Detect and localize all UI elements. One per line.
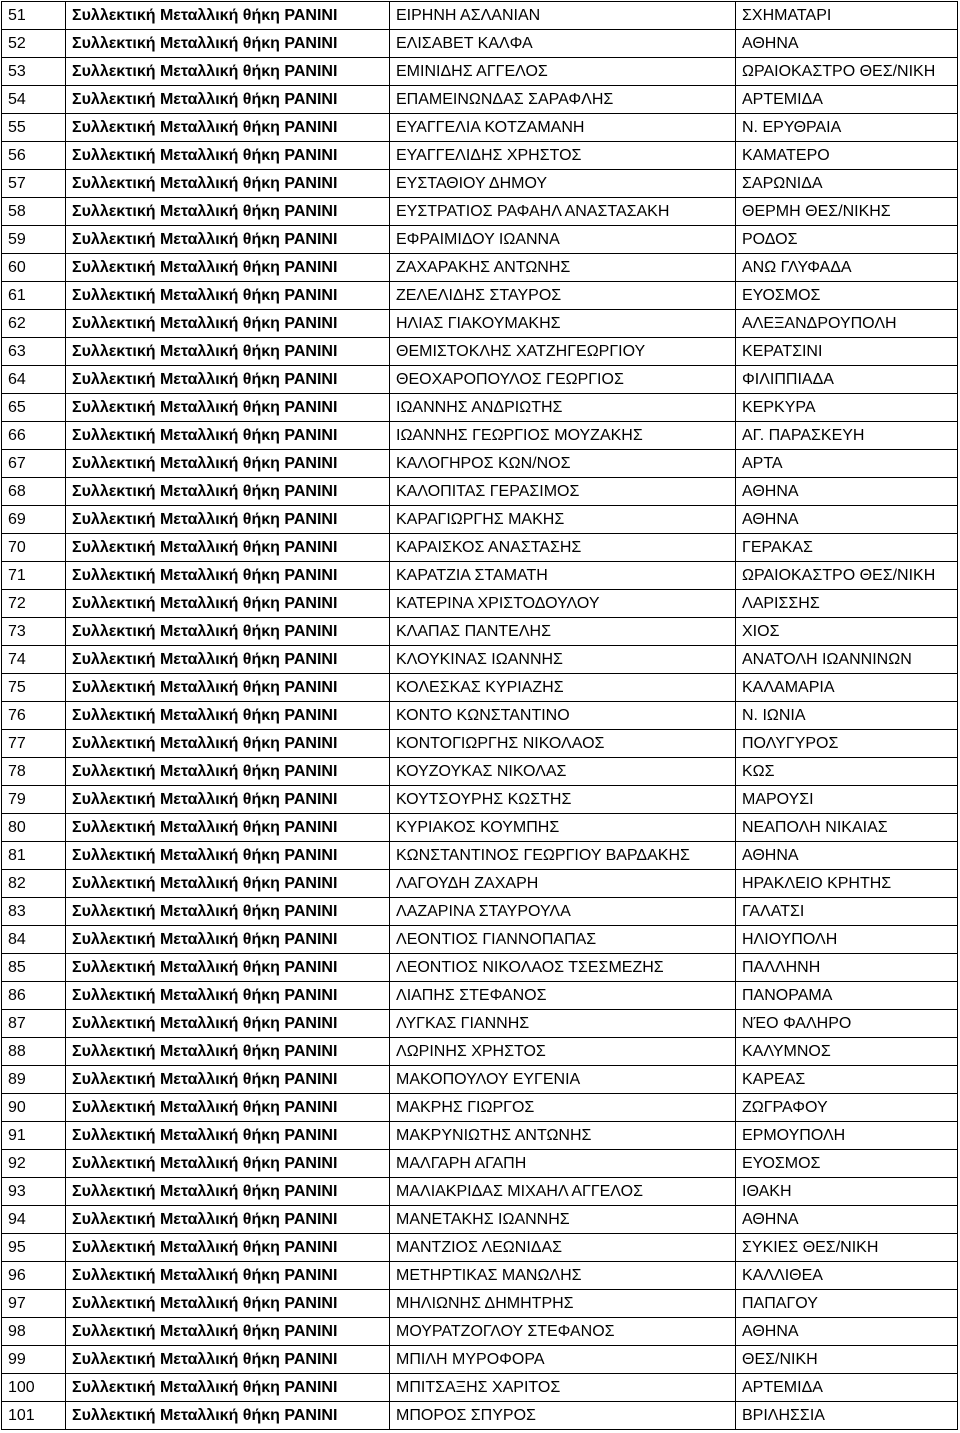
row-number: 69 — [2, 506, 66, 534]
row-number: 99 — [2, 1346, 66, 1374]
winner-name: ΕΥΑΓΓΕΛΙΔΗΣ ΧΡΗΣΤΟΣ — [390, 142, 736, 170]
winner-city: ΗΡΑΚΛΕΙΟ ΚΡΗΤΗΣ — [736, 870, 958, 898]
winner-city: ΧΙΟΣ — [736, 618, 958, 646]
row-number: 78 — [2, 758, 66, 786]
row-number: 66 — [2, 422, 66, 450]
row-number: 76 — [2, 702, 66, 730]
winner-city: ΠΑΠΑΓΟΥ — [736, 1290, 958, 1318]
table-row — [2, 1318, 958, 1346]
row-number: 98 — [2, 1318, 66, 1346]
row-number: 64 — [2, 366, 66, 394]
prize-cell: Συλλεκτική Μεταλλική θήκη PANINI — [66, 730, 390, 758]
table-row — [2, 674, 958, 702]
prize-cell: Συλλεκτική Μεταλλική θήκη PANINI — [66, 1038, 390, 1066]
prize-cell: Συλλεκτική Μεταλλική θήκη PANINI — [66, 86, 390, 114]
winner-city: ΚΕΡΚΥΡΑ — [736, 394, 958, 422]
table-row — [2, 2, 958, 30]
winner-name: ΛΥΓΚΑΣ ΓΙΑΝΝΗΣ — [390, 1010, 736, 1038]
winner-name: ΚΟΥΤΣΟΥΡΗΣ ΚΩΣΤΗΣ — [390, 786, 736, 814]
row-number: 51 — [2, 2, 66, 30]
prize-cell: Συλλεκτική Μεταλλική θήκη PANINI — [66, 114, 390, 142]
row-number: 54 — [2, 86, 66, 114]
winner-city: ΜΑΡΟΥΣΙ — [736, 786, 958, 814]
row-number: 101 — [2, 1402, 66, 1430]
winner-name: ΕΥΣΤΑΘΙΟΥ ΔΗΜΟΥ — [390, 170, 736, 198]
prize-cell: Συλλεκτική Μεταλλική θήκη PANINI — [66, 506, 390, 534]
row-number: 62 — [2, 310, 66, 338]
winner-city: Ν. ΕΡΥΘΡΑΙΑ — [736, 114, 958, 142]
winners-table-body — [2, 2, 958, 1430]
row-number: 81 — [2, 842, 66, 870]
winner-city: ΚΑΛΥΜΝΟΣ — [736, 1038, 958, 1066]
row-number: 63 — [2, 338, 66, 366]
winner-city: ΚΩΣ — [736, 758, 958, 786]
table-row — [2, 534, 958, 562]
winner-city: ΦΙΛΙΠΠΙΑΔΑ — [736, 366, 958, 394]
row-number: 80 — [2, 814, 66, 842]
table-row — [2, 758, 958, 786]
table-row — [2, 338, 958, 366]
row-number: 74 — [2, 646, 66, 674]
winner-city: ΚΕΡΑΤΣΙΝΙ — [736, 338, 958, 366]
prize-cell: Συλλεκτική Μεταλλική θήκη PANINI — [66, 758, 390, 786]
table-row — [2, 254, 958, 282]
table-row — [2, 730, 958, 758]
table-row — [2, 1010, 958, 1038]
winner-name: ΚΑΤΕΡΙΝΑ ΧΡΙΣΤΟΔΟΥΛΟΥ — [390, 590, 736, 618]
winner-name: ΜΟΥΡΑΤΖΟΓΛΟΥ ΣΤΕΦΑΝΟΣ — [390, 1318, 736, 1346]
winner-city: ΑΘΗΝΑ — [736, 30, 958, 58]
prize-cell: Συλλεκτική Μεταλλική θήκη PANINI — [66, 590, 390, 618]
winner-city: ΠΑΝΟΡΑΜΑ — [736, 982, 958, 1010]
winner-name: ΜΠΙΤΣΑΞΗΣ ΧΑΡΙΤΟΣ — [390, 1374, 736, 1402]
prize-cell: Συλλεκτική Μεταλλική θήκη PANINI — [66, 170, 390, 198]
winner-name: ΜΕΤΗΡΤΙΚΑΣ ΜΑΝΩΛΗΣ — [390, 1262, 736, 1290]
prize-cell: Συλλεκτική Μεταλλική θήκη PANINI — [66, 1206, 390, 1234]
prize-cell: Συλλεκτική Μεταλλική θήκη PANINI — [66, 1262, 390, 1290]
table-row — [2, 394, 958, 422]
winner-city: ΑΘΗΝΑ — [736, 842, 958, 870]
winner-city: ΑΡΤΕΜΙΔΑ — [736, 1374, 958, 1402]
winner-city: ΛΑΡΙΣΣΗΣ — [736, 590, 958, 618]
winner-name: ΛΕΟΝΤΙΟΣ ΝΙΚΟΛΑΟΣ ΤΣΕΣΜΕΖΗΣ — [390, 954, 736, 982]
winner-name: ΕΥΑΓΓΕΛΙΑ ΚΟΤΖΑΜΑΝΗ — [390, 114, 736, 142]
winner-city: ΑΘΗΝΑ — [736, 478, 958, 506]
winner-name: ΕΜΙΝΙΔΗΣ ΑΓΓΕΛΟΣ — [390, 58, 736, 86]
table-row — [2, 618, 958, 646]
winner-name: ΕΥΣΤΡΑΤΙΟΣ ΡΑΦΑΗΛ ΑΝΑΣΤΑΣΑΚΗ — [390, 198, 736, 226]
table-row — [2, 1346, 958, 1374]
winner-city: ΖΩΓΡΑΦΟΥ — [736, 1094, 958, 1122]
prize-cell: Συλλεκτική Μεταλλική θήκη PANINI — [66, 786, 390, 814]
row-number: 73 — [2, 618, 66, 646]
row-number: 59 — [2, 226, 66, 254]
table-row — [2, 170, 958, 198]
winner-city: ΕΡΜΟΥΠΟΛΗ — [736, 1122, 958, 1150]
row-number: 92 — [2, 1150, 66, 1178]
table-row — [2, 114, 958, 142]
table-row — [2, 1038, 958, 1066]
table-row — [2, 1206, 958, 1234]
winner-city: ΓΕΡΑΚΑΣ — [736, 534, 958, 562]
prize-cell: Συλλεκτική Μεταλλική θήκη PANINI — [66, 366, 390, 394]
winner-name: ΚΟΝΤΟ ΚΩΝΣΤΑΝΤΙΝΟ — [390, 702, 736, 730]
table-row — [2, 562, 958, 590]
table-row — [2, 786, 958, 814]
table-row — [2, 58, 958, 86]
winner-name: ΚΑΡΑΤΖΙΑ ΣΤΑΜΑΤΗ — [390, 562, 736, 590]
prize-cell: Συλλεκτική Μεταλλική θήκη PANINI — [66, 1374, 390, 1402]
table-row — [2, 226, 958, 254]
prize-cell: Συλλεκτική Μεταλλική θήκη PANINI — [66, 1318, 390, 1346]
winner-name: ΖΕΛΕΛΙΔΗΣ ΣΤΑΥΡΟΣ — [390, 282, 736, 310]
table-row — [2, 1402, 958, 1430]
table-row — [2, 1122, 958, 1150]
table-row — [2, 450, 958, 478]
row-number: 86 — [2, 982, 66, 1010]
winner-city: ΑΛΕΞΑΝΔΡΟΥΠΟΛΗ — [736, 310, 958, 338]
winner-city: ΑΡΤΑ — [736, 450, 958, 478]
prize-cell: Συλλεκτική Μεταλλική θήκη PANINI — [66, 1010, 390, 1038]
winner-name: ΖΑΧΑΡΑΚΗΣ ΑΝΤΩΝΗΣ — [390, 254, 736, 282]
row-number: 67 — [2, 450, 66, 478]
winner-city: ΩΡΑΙΟΚΑΣΤΡΟ ΘΕΣ/ΝΙΚΗ — [736, 58, 958, 86]
winner-name: ΜΑΛΓΑΡΗ ΑΓΑΠΗ — [390, 1150, 736, 1178]
winner-city: ΩΡΑΙΟΚΑΣΤΡΟ ΘΕΣ/ΝΙΚΗ — [736, 562, 958, 590]
winner-city: ΚΑΛΑΜΑΡΙΑ — [736, 674, 958, 702]
prize-cell: Συλλεκτική Μεταλλική θήκη PANINI — [66, 282, 390, 310]
winner-city: ΚΑΜΑΤΕΡΟ — [736, 142, 958, 170]
row-number: 79 — [2, 786, 66, 814]
row-number: 95 — [2, 1234, 66, 1262]
row-number: 75 — [2, 674, 66, 702]
winner-name: ΕΦΡΑΙΜΙΔΟΥ ΙΩΑΝΝΑ — [390, 226, 736, 254]
row-number: 72 — [2, 590, 66, 618]
table-row — [2, 702, 958, 730]
prize-cell: Συλλεκτική Μεταλλική θήκη PANINI — [66, 1094, 390, 1122]
row-number: 82 — [2, 870, 66, 898]
prize-cell: Συλλεκτική Μεταλλική θήκη PANINI — [66, 254, 390, 282]
winner-city: ΑΝΑΤΟΛΗ ΙΩΑΝΝΙΝΩΝ — [736, 646, 958, 674]
table-row — [2, 814, 958, 842]
winner-city: ΘΕΣ/ΝΙΚΗ — [736, 1346, 958, 1374]
winner-city: ΚΑΡΕΑΣ — [736, 1066, 958, 1094]
table-row — [2, 86, 958, 114]
winner-name: ΕΠΑΜΕΙΝΩΝΔΑΣ ΣΑΡΑΦΛΗΣ — [390, 86, 736, 114]
row-number: 60 — [2, 254, 66, 282]
prize-cell: Συλλεκτική Μεταλλική θήκη PANINI — [66, 394, 390, 422]
winner-city: ΕΥΟΣΜΟΣ — [736, 282, 958, 310]
prize-cell: Συλλεκτική Μεταλλική θήκη PANINI — [66, 1178, 390, 1206]
prize-cell: Συλλεκτική Μεταλλική θήκη PANINI — [66, 814, 390, 842]
winner-city: ΗΛΙΟΥΠΟΛΗ — [736, 926, 958, 954]
row-number: 96 — [2, 1262, 66, 1290]
winner-name: ΜΠΙΛΗ ΜΥΡΟΦΟΡΑ — [390, 1346, 736, 1374]
table-row — [2, 954, 958, 982]
table-row — [2, 590, 958, 618]
winner-city: ΑΓ. ΠΑΡΑΣΚΕΥΗ — [736, 422, 958, 450]
table-row — [2, 1262, 958, 1290]
winner-name: ΜΑΚΟΠΟΥΛΟΥ ΕΥΓΕΝΙΑ — [390, 1066, 736, 1094]
row-number: 97 — [2, 1290, 66, 1318]
table-row — [2, 30, 958, 58]
winner-name: ΕΙΡΗΝΗ ΑΣΛΑΝΙΑΝ — [390, 2, 736, 30]
prize-cell: Συλλεκτική Μεταλλική θήκη PANINI — [66, 1066, 390, 1094]
winner-name: ΛΩΡΙΝΗΣ ΧΡΗΣΤΟΣ — [390, 1038, 736, 1066]
winner-city: Ν. ΙΩΝΙΑ — [736, 702, 958, 730]
row-number: 77 — [2, 730, 66, 758]
table-row — [2, 982, 958, 1010]
table-row — [2, 366, 958, 394]
winner-name: ΚΛΟΥΚΙΝΑΣ ΙΩΑΝΝΗΣ — [390, 646, 736, 674]
winner-city: ΝΕΑΠΟΛΗ ΝΙΚΑΙΑΣ — [736, 814, 958, 842]
winner-name: ΕΛΙΣΑΒΕΤ ΚΑΛΦΑ — [390, 30, 736, 58]
prize-cell: Συλλεκτική Μεταλλική θήκη PANINI — [66, 58, 390, 86]
row-number: 53 — [2, 58, 66, 86]
row-number: 55 — [2, 114, 66, 142]
row-number: 100 — [2, 1374, 66, 1402]
table-row — [2, 478, 958, 506]
prize-cell: Συλλεκτική Μεταλλική θήκη PANINI — [66, 646, 390, 674]
row-number: 68 — [2, 478, 66, 506]
winner-city: ΓΑΛΑΤΣΙ — [736, 898, 958, 926]
winner-city: ΡΟΔΟΣ — [736, 226, 958, 254]
winner-city: ΑΝΩ ΓΛΥΦΑΔΑ — [736, 254, 958, 282]
table-row — [2, 198, 958, 226]
prize-cell: Συλλεκτική Μεταλλική θήκη PANINI — [66, 954, 390, 982]
winner-name: ΜΗΛΙΩΝΗΣ ΔΗΜΗΤΡΗΣ — [390, 1290, 736, 1318]
prize-cell: Συλλεκτική Μεταλλική θήκη PANINI — [66, 2, 390, 30]
table-row — [2, 898, 958, 926]
row-number: 91 — [2, 1122, 66, 1150]
winner-name: ΚΛΑΠΑΣ ΠΑΝΤΕΛΗΣ — [390, 618, 736, 646]
prize-cell: Συλλεκτική Μεταλλική θήκη PANINI — [66, 870, 390, 898]
winner-name: ΛΕΟΝΤΙΟΣ ΓΙΑΝΝΟΠΑΠΑΣ — [390, 926, 736, 954]
winner-city: ΣΧΗΜΑΤΑΡΙ — [736, 2, 958, 30]
prize-cell: Συλλεκτική Μεταλλική θήκη PANINI — [66, 450, 390, 478]
winner-city: ΑΡΤΕΜΙΔΑ — [736, 86, 958, 114]
table-row — [2, 870, 958, 898]
row-number: 71 — [2, 562, 66, 590]
table-row — [2, 310, 958, 338]
winner-name: ΗΛΙΑΣ ΓΙΑΚΟΥΜΑΚΗΣ — [390, 310, 736, 338]
winner-name: ΜΠΟΡΟΣ ΣΠΥΡΟΣ — [390, 1402, 736, 1430]
table-row — [2, 1066, 958, 1094]
winner-city: ΘΕΡΜΗ ΘΕΣ/ΝΙΚΗΣ — [736, 198, 958, 226]
winner-name: ΜΑΝΕΤΑΚΗΣ ΙΩΑΝΝΗΣ — [390, 1206, 736, 1234]
winner-name: ΚΩΝΣΤΑΝΤΙΝΟΣ ΓΕΩΡΓΙΟΥ ΒΑΡΔΑΚΗΣ — [390, 842, 736, 870]
prize-cell: Συλλεκτική Μεταλλική θήκη PANINI — [66, 898, 390, 926]
row-number: 57 — [2, 170, 66, 198]
table-row — [2, 282, 958, 310]
prize-cell: Συλλεκτική Μεταλλική θήκη PANINI — [66, 478, 390, 506]
winner-city: ΑΘΗΝΑ — [736, 1318, 958, 1346]
winner-name: ΜΑΚΡΗΣ ΓΙΩΡΓΟΣ — [390, 1094, 736, 1122]
winner-name: ΚΟΛΕΣΚΑΣ ΚΥΡΙΑΖΗΣ — [390, 674, 736, 702]
row-number: 56 — [2, 142, 66, 170]
prize-cell: Συλλεκτική Μεταλλική θήκη PANINI — [66, 1150, 390, 1178]
winner-name: ΛΙΑΠΗΣ ΣΤΕΦΑΝΟΣ — [390, 982, 736, 1010]
winner-name: ΚΥΡΙΑΚΟΣ ΚΟΥΜΠΗΣ — [390, 814, 736, 842]
table-row — [2, 1234, 958, 1262]
winners-table — [1, 1, 958, 1430]
winner-city: ΙΘΑΚΗ — [736, 1178, 958, 1206]
row-number: 93 — [2, 1178, 66, 1206]
prize-cell: Συλλεκτική Μεταλλική θήκη PANINI — [66, 1122, 390, 1150]
winner-city: ΝΈΟ ΦΑΛΗΡΟ — [736, 1010, 958, 1038]
row-number: 89 — [2, 1066, 66, 1094]
winner-city: ΠΟΛΥΓΥΡΟΣ — [736, 730, 958, 758]
table-row — [2, 1374, 958, 1402]
prize-cell: Συλλεκτική Μεταλλική θήκη PANINI — [66, 702, 390, 730]
prize-cell: Συλλεκτική Μεταλλική θήκη PANINI — [66, 198, 390, 226]
winner-city: ΕΥΟΣΜΟΣ — [736, 1150, 958, 1178]
winner-name: ΛΑΓΟΥΔΗ ΖΑΧΑΡΗ — [390, 870, 736, 898]
winner-city: ΒΡΙΛΗΣΣΙΑ — [736, 1402, 958, 1430]
prize-cell: Συλλεκτική Μεταλλική θήκη PANINI — [66, 30, 390, 58]
row-number: 58 — [2, 198, 66, 226]
prize-cell: Συλλεκτική Μεταλλική θήκη PANINI — [66, 926, 390, 954]
prize-cell: Συλλεκτική Μεταλλική θήκη PANINI — [66, 1402, 390, 1430]
row-number: 85 — [2, 954, 66, 982]
prize-cell: Συλλεκτική Μεταλλική θήκη PANINI — [66, 618, 390, 646]
winner-name: ΚΑΡΑΙΣΚΟΣ ΑΝΑΣΤΑΣΗΣ — [390, 534, 736, 562]
prize-cell: Συλλεκτική Μεταλλική θήκη PANINI — [66, 338, 390, 366]
row-number: 65 — [2, 394, 66, 422]
winner-name: ΚΑΡΑΓΙΩΡΓΗΣ ΜΑΚΗΣ — [390, 506, 736, 534]
prize-cell: Συλλεκτική Μεταλλική θήκη PANINI — [66, 226, 390, 254]
prize-cell: Συλλεκτική Μεταλλική θήκη PANINI — [66, 1346, 390, 1374]
winner-name: ΙΩΑΝΝΗΣ ΑΝΔΡΙΩΤΗΣ — [390, 394, 736, 422]
prize-cell: Συλλεκτική Μεταλλική θήκη PANINI — [66, 534, 390, 562]
winner-name: ΜΑΝΤΖΙΟΣ ΛΕΩΝΙΔΑΣ — [390, 1234, 736, 1262]
winner-city: ΣΥΚΙΕΣ ΘΕΣ/ΝΙΚΗ — [736, 1234, 958, 1262]
winner-name: ΜΑΚΡΥΝΙΩΤΗΣ ΑΝΤΩΝΗΣ — [390, 1122, 736, 1150]
prize-cell: Συλλεκτική Μεταλλική θήκη PANINI — [66, 422, 390, 450]
winner-name: ΘΕΜΙΣΤΟΚΛΗΣ ΧΑΤΖΗΓΕΩΡΓΙΟΥ — [390, 338, 736, 366]
table-row — [2, 1178, 958, 1206]
prize-cell: Συλλεκτική Μεταλλική θήκη PANINI — [66, 1234, 390, 1262]
table-row — [2, 142, 958, 170]
row-number: 61 — [2, 282, 66, 310]
winner-city: ΚΑΛΛΙΘΕΑ — [736, 1262, 958, 1290]
winner-name: ΚΑΛΟΓΗΡΟΣ ΚΩΝ/ΝΟΣ — [390, 450, 736, 478]
prize-cell: Συλλεκτική Μεταλλική θήκη PANINI — [66, 842, 390, 870]
winner-name: ΜΑΛΙΑΚΡΙΔΑΣ ΜΙΧΑΗΛ ΑΓΓΕΛΟΣ — [390, 1178, 736, 1206]
table-row — [2, 646, 958, 674]
winner-name: ΙΩΑΝΝΗΣ ΓΕΩΡΓΙΟΣ ΜΟΥΖΑΚΗΣ — [390, 422, 736, 450]
prize-cell: Συλλεκτική Μεταλλική θήκη PANINI — [66, 562, 390, 590]
row-number: 94 — [2, 1206, 66, 1234]
row-number: 88 — [2, 1038, 66, 1066]
winner-name: ΚΟΥΖΟΥΚΑΣ ΝΙΚΟΛΑΣ — [390, 758, 736, 786]
prize-cell: Συλλεκτική Μεταλλική θήκη PANINI — [66, 982, 390, 1010]
row-number: 84 — [2, 926, 66, 954]
prize-cell: Συλλεκτική Μεταλλική θήκη PANINI — [66, 1290, 390, 1318]
row-number: 52 — [2, 30, 66, 58]
table-row — [2, 1150, 958, 1178]
table-row — [2, 842, 958, 870]
table-row — [2, 1290, 958, 1318]
table-row — [2, 506, 958, 534]
winner-name: ΚΟΝΤΟΓΙΩΡΓΗΣ ΝΙΚΟΛΑΟΣ — [390, 730, 736, 758]
prize-cell: Συλλεκτική Μεταλλική θήκη PANINI — [66, 310, 390, 338]
prize-cell: Συλλεκτική Μεταλλική θήκη PANINI — [66, 142, 390, 170]
table-row — [2, 926, 958, 954]
winner-city: ΑΘΗΝΑ — [736, 1206, 958, 1234]
row-number: 70 — [2, 534, 66, 562]
winner-name: ΛΑΖΑΡΙΝΑ ΣΤΑΥΡΟΥΛΑ — [390, 898, 736, 926]
winner-city: ΠΑΛΛΗΝΗ — [736, 954, 958, 982]
table-row — [2, 1094, 958, 1122]
prize-cell: Συλλεκτική Μεταλλική θήκη PANINI — [66, 674, 390, 702]
row-number: 87 — [2, 1010, 66, 1038]
winner-name: ΘΕΟΧΑΡΟΠΟΥΛΟΣ ΓΕΩΡΓΙΟΣ — [390, 366, 736, 394]
row-number: 90 — [2, 1094, 66, 1122]
winner-city: ΣΑΡΩΝΙΔΑ — [736, 170, 958, 198]
winner-city: ΑΘΗΝΑ — [736, 506, 958, 534]
winner-name: ΚΑΛΟΠΙΤΑΣ ΓΕΡΑΣΙΜΟΣ — [390, 478, 736, 506]
table-row — [2, 422, 958, 450]
row-number: 83 — [2, 898, 66, 926]
